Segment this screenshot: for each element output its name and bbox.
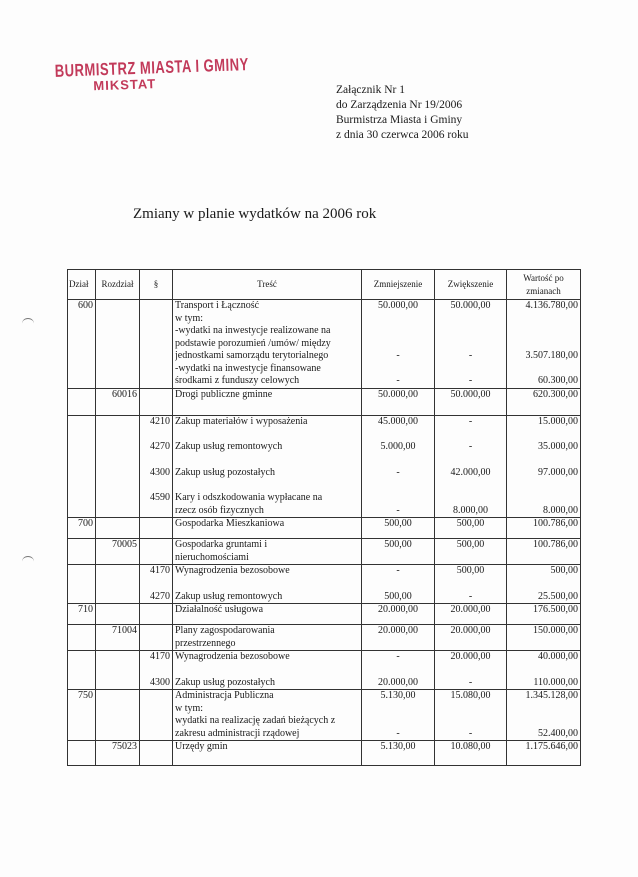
value: -	[468, 350, 473, 361]
cell-zwiekszenie: 20.000,00	[435, 625, 507, 651]
value: -	[396, 651, 400, 662]
cell-wartosc	[507, 690, 581, 741]
value: -	[468, 590, 473, 602]
value: 97.000,00	[538, 466, 578, 478]
value: -	[468, 676, 473, 688]
value: 52.400,00	[538, 727, 578, 739]
value: 5.000,00	[380, 441, 416, 452]
cell-zmniejszenie	[362, 415, 435, 518]
header-zmniejszenie: Zmniejszenie	[362, 270, 435, 300]
cell-zmniejszenie: 50.000,00	[362, 388, 435, 415]
header-zwiekszenie: Zwiększenie	[435, 270, 507, 300]
table-row	[68, 565, 581, 604]
header-rozdzial: Rozdział	[96, 270, 140, 300]
value: 20.000,00	[378, 676, 418, 688]
cell-dzial	[68, 415, 96, 518]
value: 60.300,00	[538, 375, 578, 386]
value: 20.000,00	[450, 651, 491, 662]
cell-paragraf	[140, 388, 173, 415]
header-tresc: Treść	[173, 270, 362, 300]
cell-rozdzial	[96, 518, 140, 539]
value: 8.000,00	[543, 504, 578, 516]
tresc-line: jednostkami samorządu terytorialnego	[175, 350, 329, 361]
value: -	[396, 727, 400, 739]
cell-rozdzial: 75023	[96, 741, 140, 766]
tresc-line: Zakup usług pozostałych	[175, 676, 275, 688]
scan-mark	[22, 556, 34, 567]
cell-zwiekszenie	[435, 651, 507, 690]
value: 110.000,00	[533, 676, 578, 688]
value: -	[396, 504, 400, 516]
cell-wartosc	[507, 415, 581, 518]
table-row	[68, 388, 581, 415]
table-row	[68, 539, 581, 565]
cell-dzial	[68, 651, 96, 690]
cell-paragraf	[140, 625, 173, 651]
value: 4270	[150, 590, 170, 602]
cell-dzial: 700	[68, 518, 96, 539]
tresc-line: Wynagrodzenia bezosobowe	[175, 651, 290, 662]
cell-rozdzial: 60016	[96, 388, 140, 415]
value: -	[396, 375, 400, 386]
tresc-line: -wydatki na inwestycje realizowane na	[175, 325, 331, 336]
cell-zmniejszenie	[362, 300, 435, 389]
cell-rozdzial	[96, 415, 140, 518]
stamp-line: MIKSTAT	[93, 76, 157, 94]
tresc-line: -wydatki na inwestycje finansowane	[175, 362, 321, 374]
cell-zwiekszenie: 10.080,00	[435, 741, 507, 766]
cell-wartosc: 100.786,00	[507, 518, 581, 539]
header-dzial: Dział	[68, 270, 96, 300]
table-row	[68, 518, 581, 539]
value: 25.500,00	[538, 590, 578, 602]
value: 4300	[150, 676, 170, 688]
cell-tresc: Działalność usługowa	[173, 604, 362, 625]
cell-paragraf	[140, 690, 173, 741]
tresc-line: Zakup materiałów i wyposażenia	[175, 415, 308, 427]
cell-paragraf	[140, 651, 173, 690]
value: -	[396, 565, 400, 576]
cell-wartosc: 100.786,00	[507, 539, 581, 565]
value: 8.000,00	[453, 504, 488, 516]
cell-wartosc: 150.000,00	[507, 625, 581, 651]
tresc-line: w tym:	[175, 702, 204, 714]
cell-zwiekszenie	[435, 565, 507, 604]
table-row	[68, 690, 581, 741]
cell-zmniejszenie	[362, 565, 435, 604]
cell-wartosc: 1.175.646,00	[507, 741, 581, 766]
cell-zwiekszenie: 20.000,00	[435, 604, 507, 625]
cell-wartosc	[507, 300, 581, 389]
cell-tresc	[173, 625, 362, 651]
cell-paragraf	[140, 741, 173, 766]
tresc-line: Zakup usług remontowych	[175, 441, 283, 452]
cell-tresc	[173, 300, 362, 389]
value: 15.080,00	[450, 690, 491, 701]
header-wartosc-line: zmianach	[526, 285, 561, 296]
tresc-line: Plany zagospodarowania	[175, 625, 275, 636]
cell-rozdzial	[96, 651, 140, 690]
value: 500,00	[456, 565, 485, 576]
cell-tresc: Urzędy gmin	[173, 741, 362, 766]
value: 45.000,00	[378, 415, 418, 427]
cell-tresc	[173, 415, 362, 518]
value: 35.000,00	[538, 441, 578, 452]
cell-zmniejszenie: 20.000,00	[362, 625, 435, 651]
cell-wartosc: 176.500,00	[507, 604, 581, 625]
tresc-line: podstawie porozumień /umów/ między	[175, 337, 331, 349]
value: 3.507.180,00	[525, 350, 578, 361]
cell-tresc	[173, 565, 362, 604]
cell-paragraf	[140, 604, 173, 625]
tresc-line: wydatki na realizację zadań bieżących z	[175, 715, 336, 726]
tresc-line: środkami z funduszy celowych	[175, 375, 300, 386]
cell-tresc: Gospodarka Mieszkaniowa	[173, 518, 362, 539]
cell-rozdzial	[96, 300, 140, 389]
tresc-line: Wynagrodzenia bezosobowe	[175, 565, 290, 576]
cell-dzial	[68, 741, 96, 766]
tresc-line: Gospodarka gruntami i	[175, 539, 268, 550]
table-row	[68, 625, 581, 651]
cell-zmniejszenie	[362, 690, 435, 741]
table-row	[68, 415, 581, 518]
cell-paragraf	[140, 518, 173, 539]
tresc-line: Kary i odszkodowania wypłacane na	[175, 492, 323, 503]
cell-dzial: 750	[68, 690, 96, 741]
cell-zwiekszenie: 50.000,00	[435, 388, 507, 415]
document-title: Zmiany w planie wydatków na 2006 rok	[133, 206, 377, 222]
cell-zmniejszenie: 20.000,00	[362, 604, 435, 625]
stamp-line: BURMISTRZ MIASTA I GMINY	[54, 53, 250, 81]
value: -	[468, 415, 473, 427]
cell-zwiekszenie: 500,00	[435, 539, 507, 565]
value: -	[396, 350, 400, 361]
cell-dzial	[68, 565, 96, 604]
official-stamp	[54, 53, 250, 94]
tresc-line: zakresu administracji rządowej	[175, 727, 300, 739]
cell-zmniejszenie: 5.130,00	[362, 741, 435, 766]
value: -	[468, 441, 473, 452]
tresc-line: rzecz osób fizycznych	[175, 504, 264, 516]
table-row	[68, 741, 581, 766]
value: 4300	[150, 466, 170, 478]
tresc-line: Administracja Publiczna	[175, 690, 274, 701]
value: 4170	[150, 651, 170, 662]
cell-dzial	[68, 539, 96, 565]
table-row	[68, 651, 581, 690]
cell-wartosc	[507, 651, 581, 690]
header-wartosc	[507, 270, 581, 300]
annex-line: Załącznik Nr 1	[336, 84, 405, 96]
cell-tresc	[173, 539, 362, 565]
cell-zwiekszenie	[435, 300, 507, 389]
value: 500,00	[550, 565, 578, 576]
cell-dzial: 600	[68, 300, 96, 389]
value: 40.000,00	[538, 651, 578, 662]
tresc-line: w tym:	[175, 312, 204, 324]
value: 1.345.128,00	[525, 690, 578, 701]
cell-tresc	[173, 690, 362, 741]
cell-dzial	[68, 388, 96, 415]
cell-zmniejszenie: 500,00	[362, 518, 435, 539]
value: 4270	[150, 441, 170, 452]
value: 50.000,00	[450, 300, 491, 311]
cell-zwiekszenie	[435, 415, 507, 518]
cell-rozdzial: 70005	[96, 539, 140, 565]
cell-rozdzial: 71004	[96, 625, 140, 651]
table-header-row	[68, 270, 581, 300]
header-wartosc-line: Wartość po	[523, 273, 564, 283]
value: 4170	[150, 565, 170, 576]
cell-wartosc: 620.300,00	[507, 388, 581, 415]
table-row	[68, 300, 581, 389]
tresc-line: Zakup usług remontowych	[175, 590, 283, 602]
cell-paragraf	[140, 300, 173, 389]
tresc-line: Transport i Łączność	[175, 300, 260, 311]
annex-header	[336, 83, 469, 143]
scan-mark	[22, 318, 34, 329]
value: 4.136.780,00	[525, 300, 578, 311]
value: 4590	[150, 492, 170, 503]
annex-line: z dnia 30 czerwca 2006 roku	[336, 129, 469, 141]
value: -	[468, 727, 473, 739]
cell-paragraf	[140, 565, 173, 604]
table-row	[68, 604, 581, 625]
cell-dzial	[68, 625, 96, 651]
tresc-line: nieruchomościami	[175, 551, 249, 563]
tresc-line: przestrzennego	[175, 637, 236, 649]
cell-dzial: 710	[68, 604, 96, 625]
annex-line: Burmistrza Miasta i Gminy	[336, 114, 463, 126]
cell-paragraf	[140, 415, 173, 518]
value: 15.000,00	[538, 415, 578, 427]
value: -	[468, 375, 473, 386]
header-paragraf: §	[140, 270, 173, 300]
expenditure-table	[67, 269, 581, 766]
cell-zmniejszenie	[362, 651, 435, 690]
cell-paragraf	[140, 539, 173, 565]
value: 42.000,00	[450, 466, 491, 478]
value: -	[396, 466, 400, 478]
value: 5.130,00	[380, 690, 416, 701]
cell-zwiekszenie: 500,00	[435, 518, 507, 539]
cell-rozdzial	[96, 604, 140, 625]
cell-wartosc	[507, 565, 581, 604]
cell-tresc: Drogi publiczne gminne	[173, 388, 362, 415]
cell-tresc	[173, 651, 362, 690]
cell-zwiekszenie	[435, 690, 507, 741]
value: 50.000,00	[378, 300, 418, 311]
cell-zmniejszenie: 500,00	[362, 539, 435, 565]
value: 4210	[150, 415, 170, 427]
tresc-line: Zakup usług pozostałych	[175, 466, 275, 478]
cell-rozdzial	[96, 565, 140, 604]
cell-rozdzial	[96, 690, 140, 741]
annex-line: do Zarządzenia Nr 19/2006	[336, 99, 463, 111]
value: 500,00	[384, 590, 412, 602]
